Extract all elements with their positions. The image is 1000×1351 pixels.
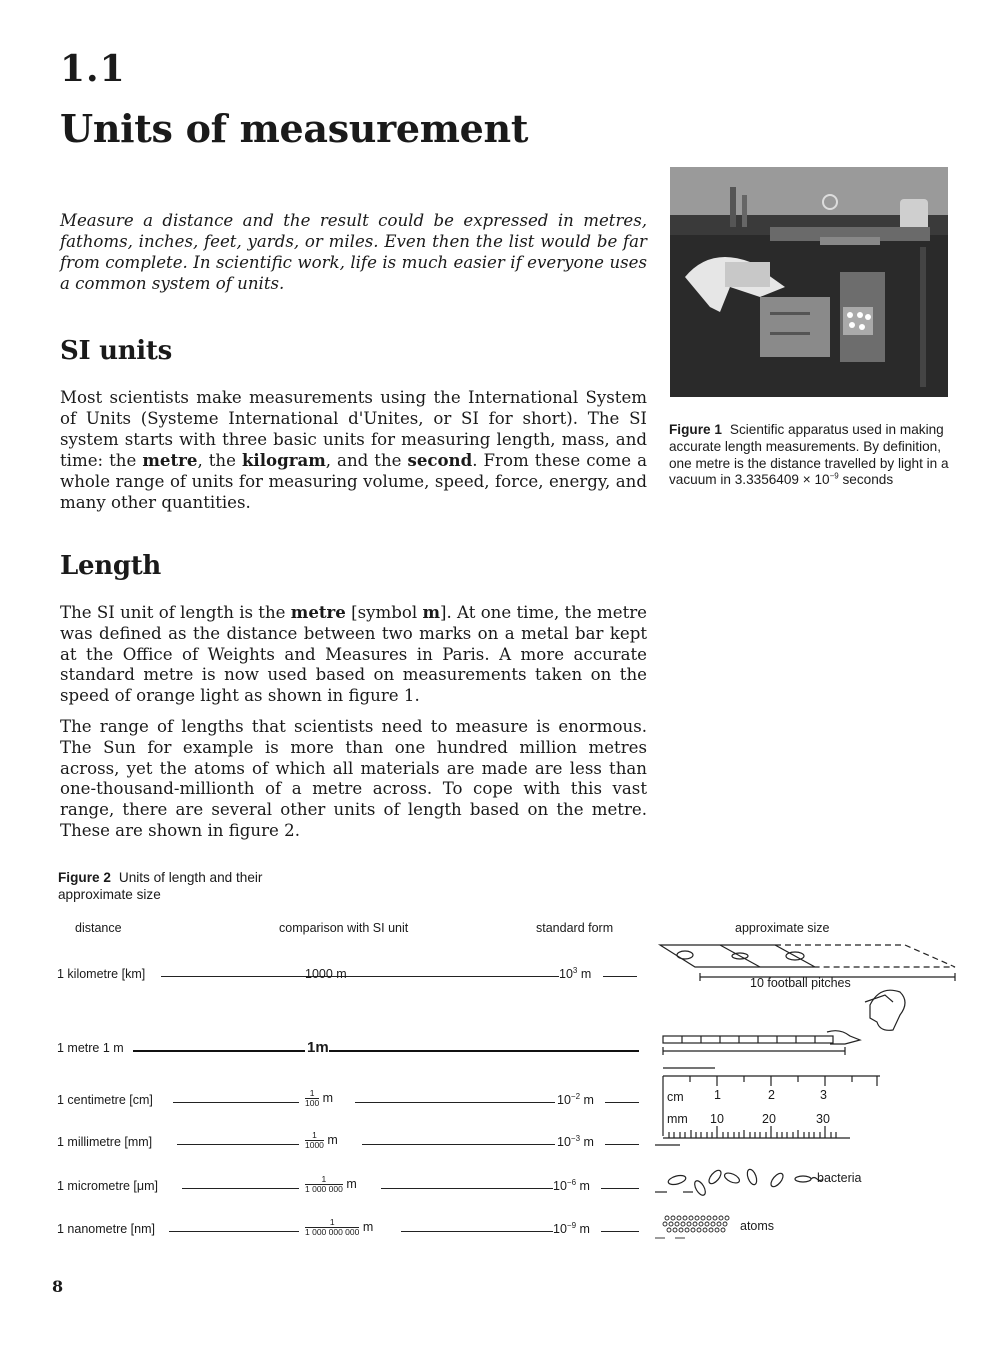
standard-form (557, 1093, 594, 1107)
caption-text: Units of length and their approximate size (58, 870, 263, 902)
numerator: 1 (305, 1089, 319, 1099)
std-exp: −9 (566, 1220, 577, 1230)
text: , the (197, 451, 242, 471)
standard-form (559, 967, 591, 981)
term-symbol-m: m (422, 602, 441, 622)
fraction (305, 1089, 319, 1108)
figure2-label: Figure 2 (58, 870, 111, 885)
connector-line (355, 1102, 555, 1103)
connector-line (381, 1188, 553, 1189)
connector-line (401, 1231, 553, 1232)
std-unit: m (576, 1179, 590, 1193)
std-base: 10 (553, 1222, 567, 1236)
comparison-value (305, 1175, 357, 1194)
column-header-standard-form: standard form (536, 921, 614, 935)
figure2-caption (58, 870, 318, 903)
distance-label: 1 micrometre [μm] (57, 1179, 158, 1193)
numerator: 1 (305, 1175, 343, 1185)
term-metre: metre (142, 450, 198, 471)
connector-line (605, 1102, 639, 1103)
ruler-cm-tick-3: 3 (820, 1088, 827, 1102)
text: [symbol (345, 603, 423, 622)
term-second: second (407, 450, 473, 471)
column-header-approximate-size: approximate size (735, 921, 830, 935)
head-icon (865, 990, 905, 1030)
page-title: Units of measurement (60, 106, 529, 151)
ruler-mm-tick-30: 30 (816, 1112, 830, 1126)
unit: m (322, 1090, 334, 1105)
ruler-cm-label: cm (667, 1090, 684, 1104)
connector-line (177, 1144, 299, 1145)
std-base: 10 (557, 1135, 571, 1149)
std-base: 10 (557, 1093, 571, 1107)
column-header-distance: distance (75, 921, 122, 935)
standard-form (557, 1135, 594, 1149)
distance-label: 1 centimetre [cm] (57, 1093, 153, 1107)
label-football-pitches: 10 football pitches (750, 976, 851, 990)
connector-line (329, 1050, 639, 1052)
denominator: 1 000 000 000 (305, 1227, 360, 1237)
comparison-value: 1000 m (305, 967, 347, 981)
distance-label: 1 nanometre [nm] (57, 1222, 155, 1236)
connector-line (353, 976, 559, 977)
comparison-value: 1m (307, 1039, 329, 1056)
atoms-icon (655, 1216, 729, 1238)
ruler-mm-tick-20: 20 (762, 1112, 776, 1126)
ruler-mm-tick-10: 10 (710, 1112, 724, 1126)
text: , and the (325, 451, 408, 471)
connector-line (173, 1102, 299, 1103)
comparison-value (305, 1131, 338, 1150)
metre-stick-icon (663, 1031, 860, 1055)
std-exp: −6 (566, 1177, 577, 1187)
std-base: 10 (553, 1179, 567, 1193)
distance-label: 1 kilometre [km] (57, 967, 146, 981)
section-number: 1.1 (60, 48, 126, 90)
caption-text: seconds (838, 472, 894, 488)
term-kilogram: kilogram (241, 450, 326, 471)
unit: m (346, 1176, 357, 1191)
figure1-label: Figure 1 (669, 422, 722, 437)
heading-length: Length (60, 551, 162, 581)
connector-line (605, 1144, 639, 1145)
bacteria-icon (655, 1168, 823, 1197)
std-base: 10 (559, 967, 573, 981)
figure1-caption (669, 422, 959, 489)
unit: m (362, 1219, 374, 1234)
comparison-value (305, 1218, 373, 1237)
std-exp: −3 (570, 1133, 581, 1143)
denominator: 100 (305, 1098, 320, 1108)
std-unit: m (580, 1135, 594, 1149)
heading-si-units: SI units (60, 336, 172, 366)
caption-text: Scientific apparatus used in making accurate length measurements. By definition, one metre is the distance travelled by light in a vacuum in 3.3356409 × 10 (669, 422, 949, 488)
connector-line (603, 976, 637, 977)
text: Most scientists make measurements using the International System of Units (Systeme International d'Unites, or SI for short). The SI system starts with three basic units for measuring length, mass, and time: the (60, 388, 647, 471)
fraction (305, 1131, 324, 1150)
length-paragraph-1 (60, 602, 647, 707)
label-bacteria: bacteria (817, 1171, 862, 1185)
connector-line (169, 1231, 299, 1232)
figure1-photo (670, 167, 948, 397)
connector-line (362, 1144, 555, 1145)
comparison-value (305, 1089, 333, 1108)
text: ]. At one time, the metre was defined as the distance between two marks on a metal bar kept at the Office of Weights and Measures in Paris. A more accurate standard metre is now used based on measurements taken on the speed of orange light as shown in figure 1. (60, 603, 647, 706)
connector-line (601, 1231, 639, 1232)
connector-line (182, 1188, 299, 1189)
numerator: 1 (305, 1131, 324, 1141)
distance-label: 1 millimetre [mm] (57, 1135, 153, 1149)
connector-line (601, 1188, 639, 1189)
numerator: 1 (305, 1218, 359, 1228)
caption-exponent: −9 (829, 471, 839, 481)
column-header-comparison: comparison with SI unit (279, 921, 409, 935)
ruler-cm-tick-1: 1 (714, 1088, 721, 1102)
page-number: 8 (52, 1277, 64, 1296)
denominator: 1 000 000 (305, 1184, 343, 1194)
unit: m (327, 1132, 338, 1147)
std-unit: m (577, 967, 592, 981)
std-exp: 3 (572, 965, 578, 975)
text: The SI unit of length is the (60, 603, 291, 622)
lab-apparatus-image (670, 167, 948, 397)
standard-form (553, 1179, 590, 1193)
connector-line (133, 1050, 305, 1052)
std-unit: m (576, 1222, 590, 1236)
term-metre: metre (290, 602, 346, 622)
ruler-cm-tick-2: 2 (768, 1088, 775, 1102)
distance-label: 1 metre 1 m (57, 1041, 124, 1055)
ruler-mm-label: mm (667, 1112, 688, 1126)
std-exp: −2 (570, 1091, 581, 1101)
si-units-paragraph (60, 388, 647, 514)
label-atoms: atoms (740, 1219, 775, 1233)
intro-paragraph: Measure a distance and the result could be expressed in metres, fathoms, inches, feet, yards, or miles. Even then the list would be far from complete. In scientific work, life is much easier if everyone uses a common system of units. (60, 211, 647, 293)
standard-form (553, 1222, 590, 1236)
fraction (305, 1218, 359, 1237)
std-unit: m (580, 1093, 594, 1107)
text: . From these come a whole range of units for measuring volume, speed, force, energy, and many other quantities. (60, 451, 647, 512)
denominator: 1000 (305, 1140, 324, 1150)
ruler-icon (655, 1068, 880, 1145)
length-paragraph-2: The range of lengths that scientists need to measure is enormous. The Sun for example is more than one hundred million metres across, yet the atoms of which all materials are made are less than one-thousand-millionth of a metre across. To cope with this vast range, there are several other units of length based on the metre. These are shown in figure 2. (60, 717, 647, 840)
fraction (305, 1175, 343, 1194)
